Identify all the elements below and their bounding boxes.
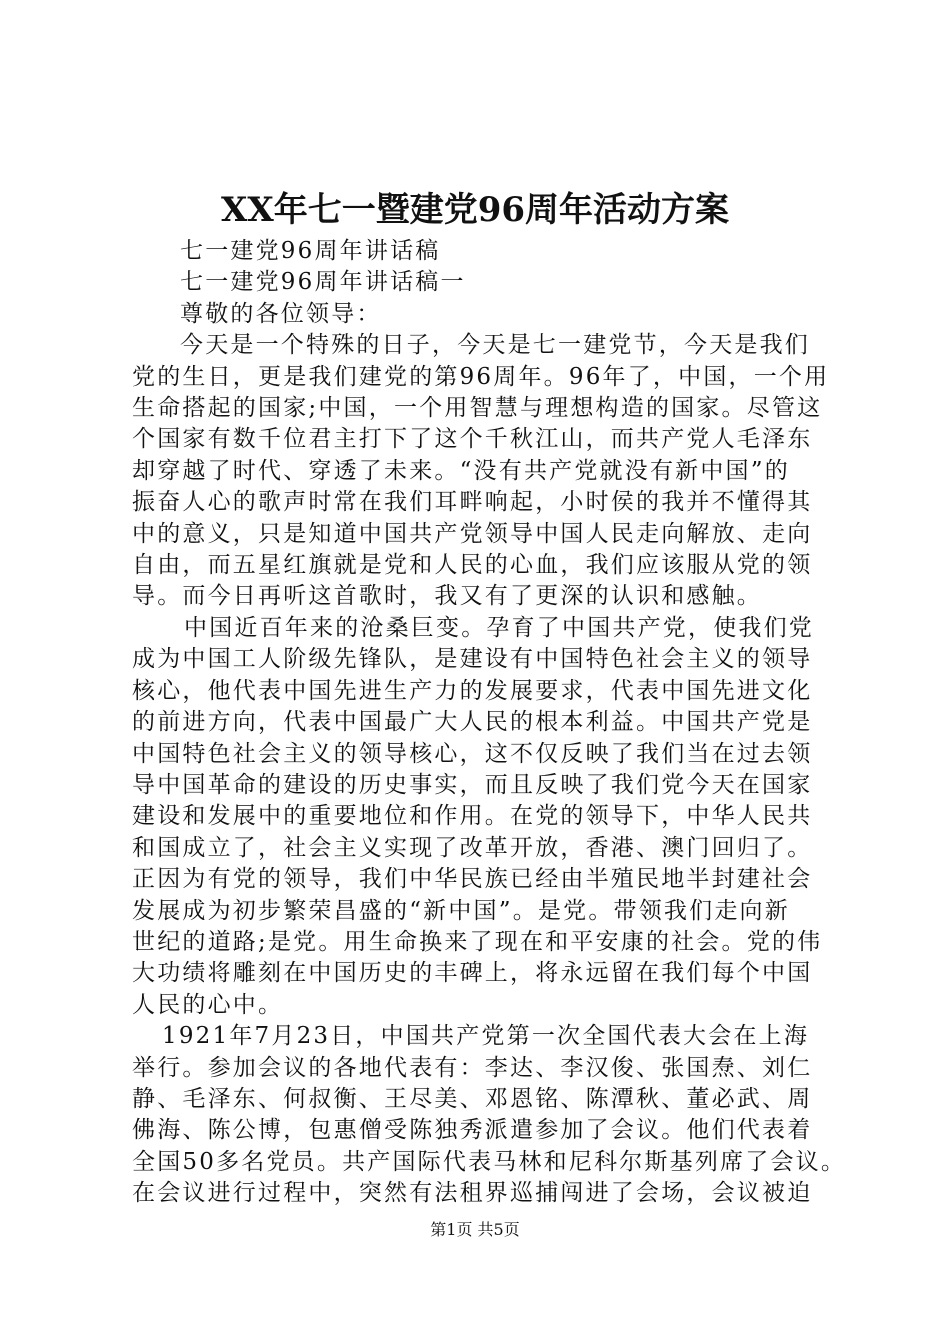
paragraph-line: 建设和发展中的重要地位和作用。在党的领导下，中华人民共 [132,803,813,830]
paragraph-line: 振奋人心的歌声时常在我们耳畔响起，小时侯的我并不懂得其 [132,489,813,516]
page-number-footer: 第1页 共5页 [430,1220,520,1239]
paragraph-line: 今天是一个特殊的日子，今天是七一建党节，今天是我们 [180,332,810,359]
paragraph-line: 中国近百年来的沧桑巨变。孕育了中国共产党，使我们党 [184,614,814,641]
paragraph-line: 成为中国工人阶级先锋队，是建设有中国特色社会主义的领导 [132,646,813,673]
paragraph-line: 大功绩将雕刻在中国历史的丰碑上，将永远留在我们每个中国 [132,960,813,987]
paragraph-line: 核心，他代表中国先进生产力的发展要求，代表中国先进文化 [132,677,813,704]
paragraph-line: 的前进方向，代表中国最广大人民的根本利益。中国共产党是 [132,709,813,736]
paragraph-line: 党的生日，更是我们建党的第96周年。96年了，中国，一个用 [132,363,830,390]
paragraph-line: 全国50多名党员。共产国际代表马林和尼科尔斯基列席了会议。 [132,1148,847,1175]
paragraph-line: 导。而今日再听这首歌时，我又有了更深的认识和感触。 [132,583,762,610]
paragraph-line: 1921年7月23日，中国共产党第一次全国代表大会在上海 [162,1023,810,1050]
paragraph-line: 正因为有党的领导，我们中华民族已经由半殖民地半封建社会 [132,866,813,893]
document-body [132,236,847,1210]
paragraph-line: 静、毛泽东、何叔衡、王尽美、邓恩铭、陈潭秋、董必武、周 [132,1085,813,1112]
paragraph-line: 却穿越了时代、穿透了未来。“没有共产党就没有新中国”的 [132,457,790,484]
paragraph-line: 个国家有数千位君主打下了这个千秋江山，而共产党人毛泽东 [132,426,813,453]
paragraph-line: 生命搭起的国家;中国，一个用智慧与理想构造的国家。尽管这 [132,395,823,422]
paragraph-line: 七一建党96周年讲话稿 [180,238,441,264]
paragraph-line: 佛海、陈公博，包惠僧受陈独秀派遣参加了会议。他们代表着 [132,1117,813,1144]
paragraph-line: 发展成为初步繁荣昌盛的“新中国”。是党。带领我们走向新 [132,897,790,924]
paragraph-line: 和国成立了，社会主义实现了改革开放，香港、澳门回归了。 [132,834,813,861]
paragraph-line: 导中国革命的建设的历史事实，而且反映了我们党今天在国家 [132,771,813,798]
paragraph-line: 举行。参加会议的各地代表有：李达、李汉俊、张国焘、刘仁 [132,1054,813,1081]
paragraph-line: 人民的心中。 [132,991,284,1018]
paragraph-line: 世纪的道路;是党。用生命换来了现在和平安康的社会。党的伟 [132,928,823,955]
paragraph-line: 中国特色社会主义的领导核心，这不仅反映了我们当在过去领 [132,740,813,767]
document-title: XX年七一暨建党96周年活动方案 [220,190,730,230]
paragraph-line: 中的意义，只是知道中国共产党领导中国人民走向解放、走向 [132,520,813,547]
paragraph-line: 自由，而五星红旗就是党和人民的心血，我们应该服从党的领 [132,552,813,579]
paragraph-line: 尊敬的各位领导： [180,300,382,327]
paragraph-line: 在会议进行过程中，突然有法租界巡捕闯进了会场，会议被迫 [132,1180,813,1207]
paragraph-line: 七一建党96周年讲话稿一 [180,269,466,296]
